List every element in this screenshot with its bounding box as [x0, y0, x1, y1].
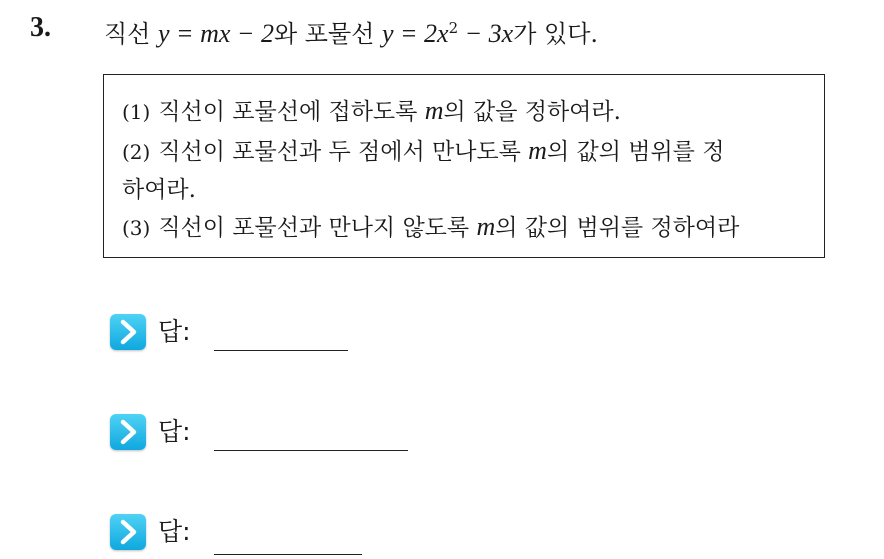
answer-blank[interactable]	[214, 450, 408, 451]
condition-number: (3)	[122, 216, 151, 240]
answer-label: 답:	[158, 317, 191, 346]
line-equation: y = mx − 2	[158, 19, 274, 48]
condition-number: (2)	[122, 140, 151, 164]
condition-text: 직선이 포물선과 만나지 않도록	[158, 215, 477, 241]
condition-2-continued	[122, 171, 196, 204]
condition-text: 하여라.	[122, 177, 196, 203]
condition-text: 의 값을 정하여라.	[443, 99, 621, 125]
stem-text-1: 직선	[104, 20, 158, 48]
variable-m: m	[528, 136, 547, 165]
chevron-right-icon	[110, 414, 146, 450]
parabola-equation-a: y = 2x	[381, 19, 449, 48]
condition-text: 직선이 포물선에 접하도록	[158, 99, 425, 125]
condition-text: 의 값의 범위를 정	[546, 139, 725, 165]
parabola-exponent: 2	[448, 19, 459, 37]
parabola-equation-b: − 3x	[458, 19, 514, 48]
answer-label: 답:	[158, 417, 191, 446]
answer-label: 답:	[158, 517, 191, 546]
condition-number: (1)	[122, 100, 151, 124]
condition-2	[122, 133, 724, 166]
chevron-right-icon	[110, 314, 146, 350]
stem-text-3: 가 있다.	[513, 20, 599, 48]
stem-text-2: 와 포물선	[273, 20, 382, 48]
answer-blank[interactable]	[214, 350, 348, 351]
condition-1	[122, 93, 621, 126]
chevron-right-icon	[110, 514, 146, 550]
condition-3	[122, 209, 739, 242]
conditions-box	[103, 74, 825, 258]
problem-number: 3.	[30, 12, 51, 43]
variable-m: m	[424, 96, 444, 125]
condition-text: 의 값의 범위를 정하여라	[495, 215, 740, 241]
condition-text: 직선이 포물선과 두 점에서 만나도록	[158, 139, 529, 165]
variable-m: m	[476, 212, 496, 241]
answer-blank[interactable]	[214, 554, 362, 555]
problem-stem	[104, 14, 598, 49]
